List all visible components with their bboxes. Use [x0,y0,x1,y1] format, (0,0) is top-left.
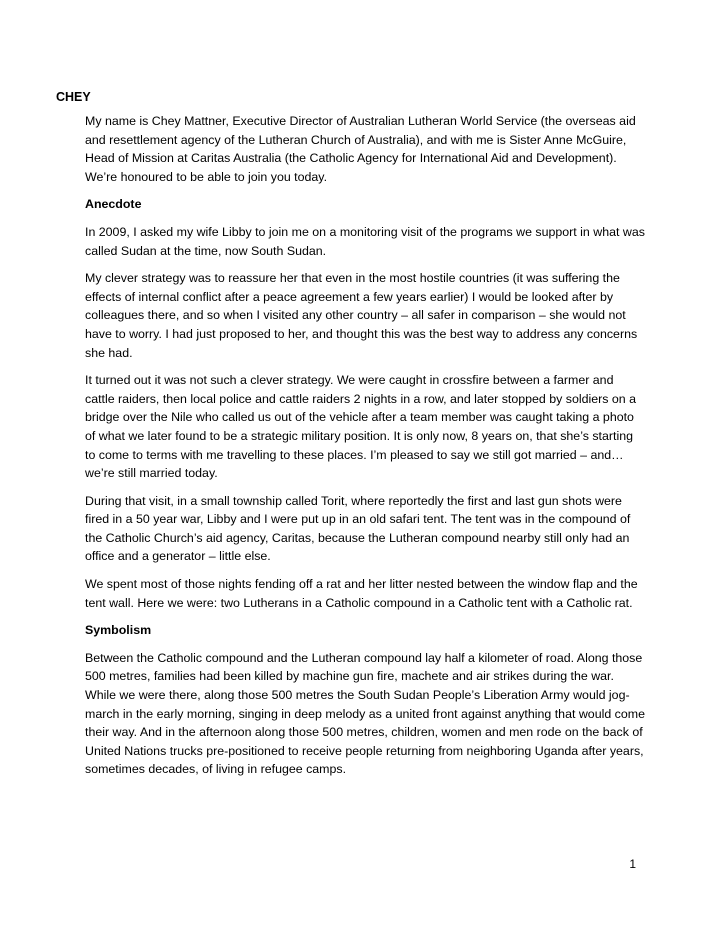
speaker-label: CHEY [56,90,91,104]
body-text [85,112,645,788]
anecdote-paragraph: During that visit, in a small township called Torit, where reportedly the first and last gun shots were fired in a 50 year war, Libby and I were put up in an old safari tent. The tent was in the compound of the Catholic Church’s aid agency, Caritas, because the Lutheran compound nearby still only had an office and a generator – little else. [85,493,631,564]
page-number: 1 [629,857,636,871]
anecdote-paragraph: We spent most of those nights fending off a rat and her litter nested between the window flap and the tent wall. Here we were: two Lutherans in a Catholic compound in a Catholic tent with a Catholic rat. [85,577,638,610]
anecdote-paragraph: In 2009, I asked my wife Libby to join me on a monitoring visit of the programs we support in what was called Sudan at the time, now South Sudan. [85,224,645,258]
section-heading-symbolism: Symbolism [85,623,152,638]
anecdote-paragraph: My clever strategy was to reassure her that even in the most hostile countries (it was suffering the effects of internal conflict after a peace agreement a few years earlier) I would be looked after by colleagues there, and so when I visited any other country – all safer in comparison – she would not have to worry. I had just proposed to her, and thought this was the best way to address any concerns she had. [85,271,638,360]
symbolism-paragraph: Between the Catholic compound and the Lutheran compound lay half a kilometer of road. Along those 500 metres, families had been killed by machine gun fire, machete and air strikes during the war. While we were there, along those 500 metres the South Sudan People’s Liberation Army would jog-march in the early morning, singing in deep melody as a united front against anything that would come their way. And in the afternoon along those 500 metres, children, women and men rode on the back of United Nations trucks pre-positioned to receive people returning from neighboring Uganda after years, sometimes decades, of living in refugee camps. [85,650,645,777]
intro-paragraph: My name is Chey Mattner, Executive Director of Australian Lutheran World Service (the overseas aid and resettlement agency of the Lutheran Church of Australia), and with me is Sister Anne McGuire, Head of Mission at Caritas Australia (the Catholic Agency for International Aid and Development). We’re honoured to be able to join you today. [85,114,636,184]
anecdote-paragraph: It turned out it was not such a clever strategy. We were caught in crossfire between a farmer and cattle raiders, then local police and cattle raiders 2 nights in a row, and later stopped by soldiers on a bridge over the Nile who called us out of the vehicle after a team member was caught taking a photo of what we later found to be a strategic military position. It is only now, 8 years on, that she’s starting to come to terms with me travelling to these places. I’m pleased to say we still got married – and… we’re still married today. [85,373,637,481]
section-heading-anecdote: Anecdote [85,197,142,212]
